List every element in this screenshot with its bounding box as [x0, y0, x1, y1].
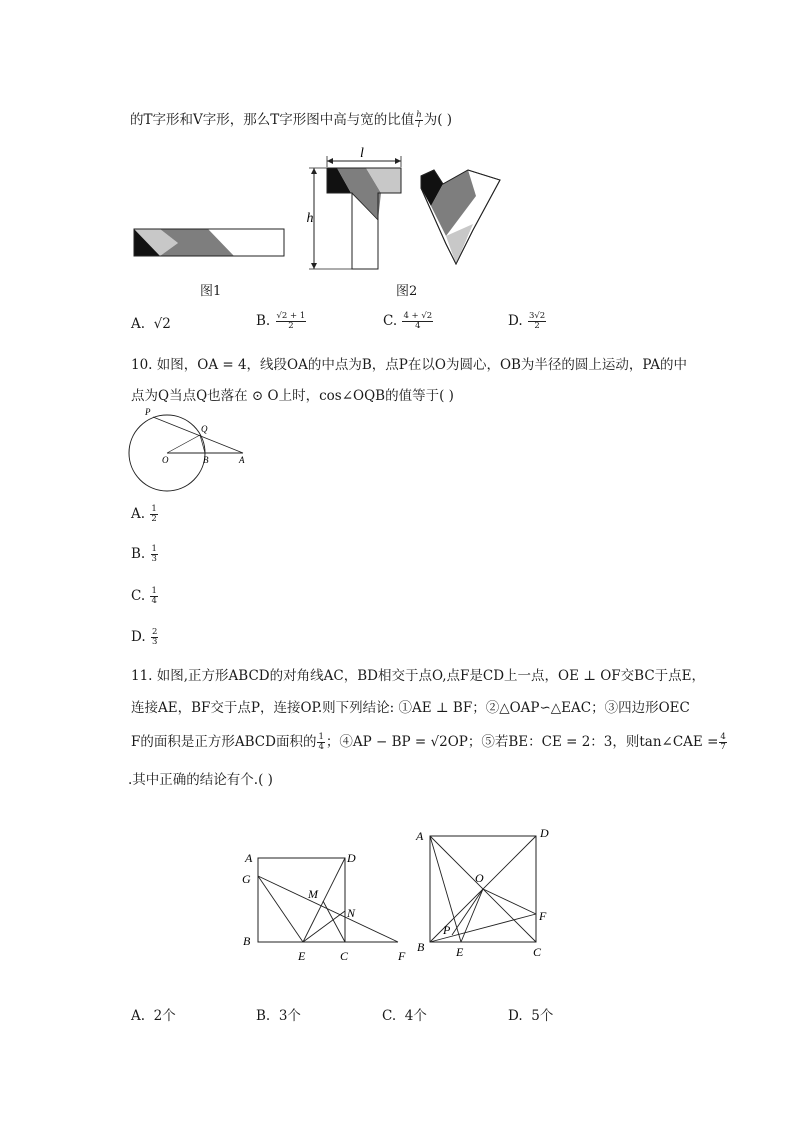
right-label-C: C — [533, 945, 542, 959]
q9-option-c[interactable]: C. $\frac{4 + √2}{4}$ — [383, 311, 433, 331]
label-A: A — [239, 455, 245, 465]
q9-option-d[interactable]: D. $\frac{3√2}{2}$ — [508, 311, 546, 331]
left-label-N: N — [347, 906, 356, 920]
q9-stem — [130, 108, 452, 130]
left-label-F: F — [398, 949, 406, 963]
left-label-E: E — [298, 949, 306, 963]
q11-option-b[interactable]: B. 3个 — [256, 1008, 301, 1024]
label-l: l — [360, 146, 364, 161]
label-P: P — [145, 407, 151, 417]
q9-figure-1-caption: 图1 — [200, 284, 222, 299]
q11-option-d[interactable]: D. 5个 — [508, 1008, 554, 1024]
left-label-M: M — [308, 887, 318, 901]
left-label-A: A — [245, 851, 253, 865]
right-label-P: P — [443, 923, 451, 937]
q11-stem-line-1: 11. 如图,正方形ABCD的对角线AC，BD相交于点O,点F是CD上一点，OE ⊥ OF交BC于点E， — [131, 668, 706, 684]
right-label-D: D — [540, 826, 549, 840]
q10-circle-figure — [125, 405, 255, 495]
right-label-E: E — [456, 945, 464, 959]
right-label-O: O — [475, 871, 484, 885]
q9-ratio-fraction: $\frac{h}{l}$ — [416, 110, 422, 130]
right-label-B: B — [417, 940, 425, 954]
q10-option-a[interactable]: A. $\frac{1}{2}$ — [131, 504, 157, 524]
label-B: B — [203, 455, 209, 465]
q9-figure-2-v-shape — [418, 166, 504, 268]
q9-figure-1 — [130, 224, 290, 262]
label-Q: Q — [201, 424, 208, 434]
q11-stem-line-3: F的面积是正方形ABCD面积的 $\frac{1}{4}$ ；④AP − BP = √2OP；⑤若BE：CE = 2：3，则tan∠CAE = $\frac{4}{7}$ — [131, 732, 726, 752]
q11-right-figure — [412, 822, 562, 962]
q9-figure-2-t-shape — [300, 146, 410, 276]
q10-option-c[interactable]: C. $\frac{1}{4}$ — [131, 586, 157, 606]
q11-left-figure — [236, 845, 416, 965]
left-label-B: B — [243, 934, 251, 948]
right-label-A: A — [416, 829, 424, 843]
q9-stem-end: 为( ) — [423, 112, 453, 128]
q9-option-b[interactable]: B. $\frac{√2 + 1}{2}$ — [256, 311, 306, 331]
q10-stem-line-2: 点为Q当点Q也落在 ⊙ O上时，cos∠OQB的值等于( ) — [131, 388, 454, 404]
label-h: h — [306, 211, 314, 226]
q11-option-a[interactable]: A. 2个 — [131, 1008, 176, 1024]
q9-figure-2-caption: 图2 — [396, 284, 418, 299]
q9-stem-text: 的T字形和V字形，那么T字形图中高与宽的比值 — [130, 112, 415, 128]
q11-stem-line-4: .其中正确的结论有个.( ) — [128, 772, 273, 788]
q10-option-b[interactable]: B. $\frac{1}{3}$ — [131, 544, 157, 564]
q10-stem-line-1: 10. 如图，OA = 4，线段OA的中点为B，点P在以O为圆心，OB为半径的圆上运动，PA的中 — [131, 357, 688, 373]
left-label-G: G — [242, 872, 251, 886]
q11-option-c[interactable]: C. 4个 — [382, 1008, 427, 1024]
q9-option-a[interactable]: A. √2 — [131, 316, 171, 332]
left-label-C: C — [340, 949, 349, 963]
label-O: O — [162, 455, 169, 465]
left-label-D: D — [347, 851, 356, 865]
right-label-F: F — [539, 909, 547, 923]
q11-stem-line-2: 连接AE，BF交于点P，连接OP.则下列结论: ①AE ⊥ BF；②△OAP∽△EAC；③四边形OEC — [131, 700, 690, 716]
q10-option-d[interactable]: D. $\frac{2}{3}$ — [131, 627, 158, 647]
